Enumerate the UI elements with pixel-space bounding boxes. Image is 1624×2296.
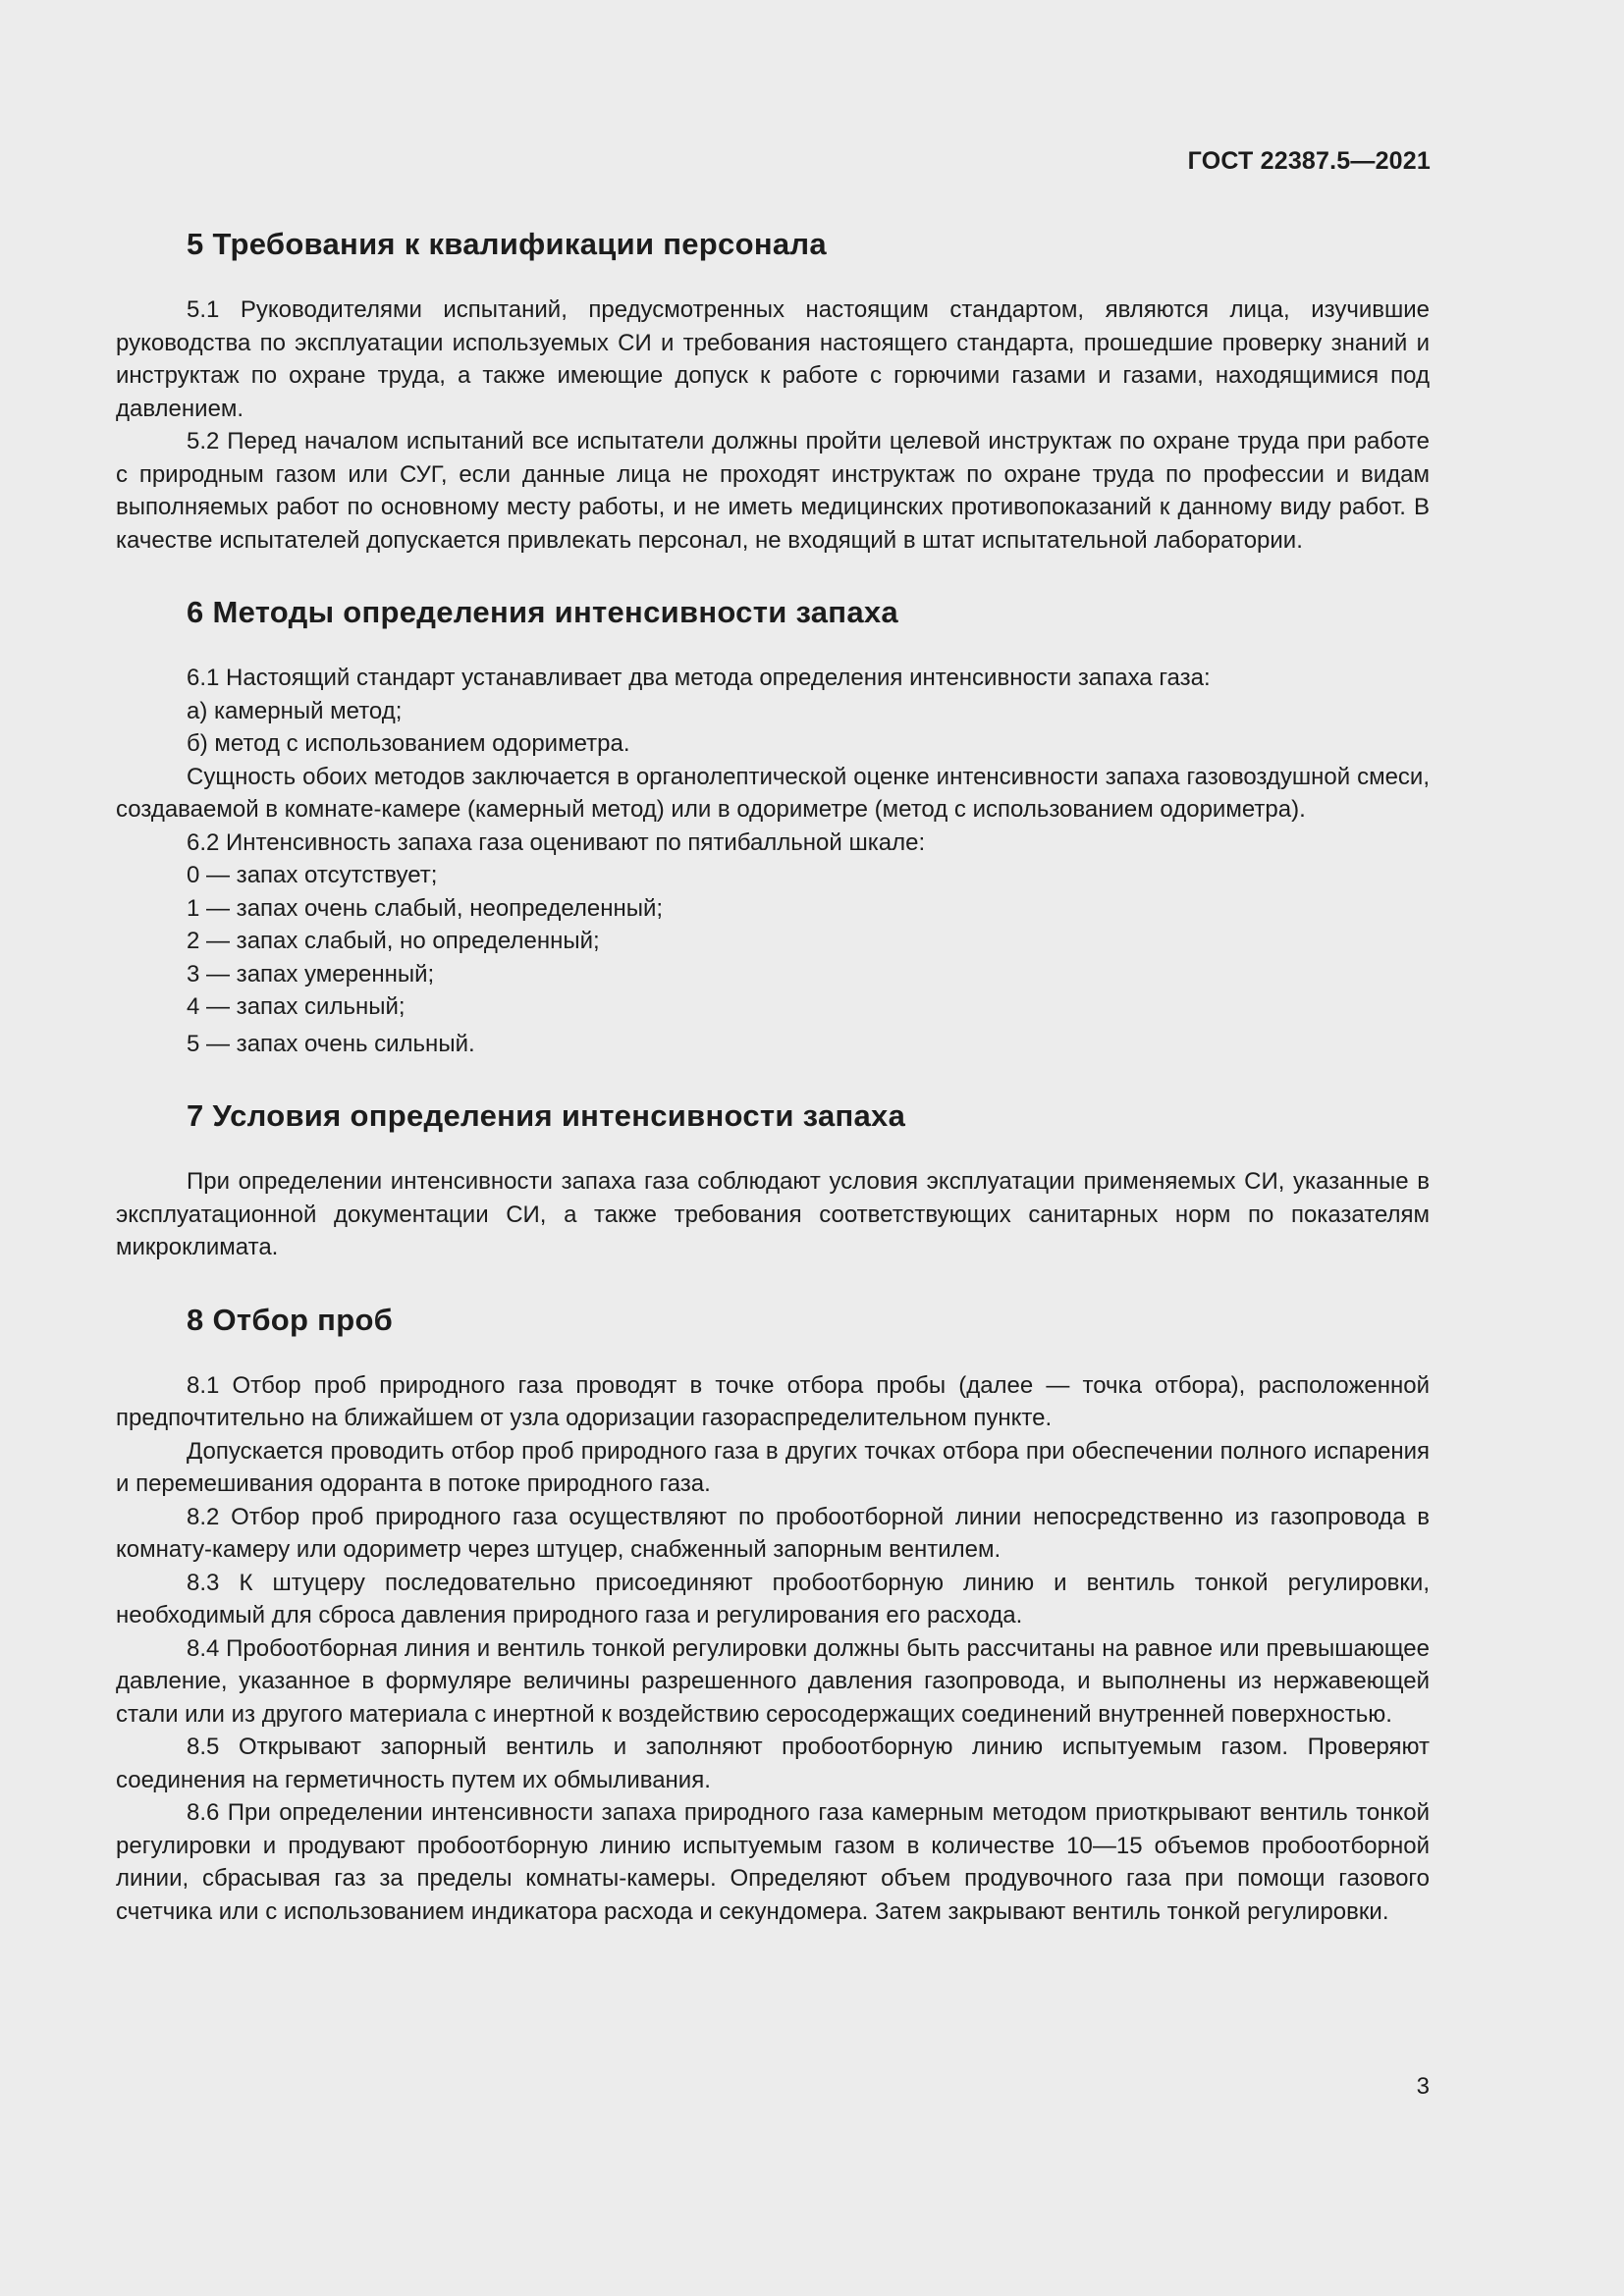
- document-id-header: ГОСТ 22387.5—2021: [1187, 147, 1431, 175]
- scale-item-4: 4 — запах сильный;: [187, 993, 406, 1020]
- scale-item-3: 3 — запах умеренный;: [187, 960, 435, 988]
- paragraph-8-1: 8.1 Отбор проб природного газа проводят в точке отбора пробы (далее — точка отбора), расположенной предпочтительно на ближайшем от узла одоризации газораспределительном пункте.: [116, 1371, 1430, 1431]
- paragraph-7: При определении интенсивности запаха газа соблюдают условия эксплуатации применяемых СИ, указанные в эксплуатационной документации СИ, а также требования соответствующих санитарных норм по показателям микроклимата.: [116, 1168, 1430, 1260]
- scale-item-5: 5 — запах очень сильный.: [187, 1030, 475, 1057]
- list-item-a: а) камерный метод;: [187, 697, 403, 724]
- section-7: [116, 1093, 1430, 1264]
- paragraph-6-1: 6.1 Настоящий стандарт устанавливает два метода определения интенсивности запаха газа:: [187, 665, 1211, 691]
- section-7-title: 7 Условия определения интенсивности запаха: [187, 1098, 906, 1133]
- paragraph-6-2: 6.2 Интенсивность запаха газа оценивают по пятибалльной шкале:: [187, 828, 926, 856]
- paragraph-8-6: 8.6 При определении интенсивности запаха природного газа камерным методом приоткрывают вентиль тонкой регулировки и продувают пробоотборную линию испытуемым газом в количестве 10—15 объемов пробоотборной линии, сбрасывая газ за пределы комнаты-камеры. Определяют объем продувочного газа при помощи газового счетчика или с использованием индикатора расхода и секундомера. Затем закрывают вентиль тонкой регулировки.: [116, 1799, 1430, 1925]
- paragraph-8-5: 8.5 Открывают запорный вентиль и заполняют пробоотборную линию испытуемым газом. Проверяют соединения на герметичность путем их обмыливания.: [116, 1734, 1430, 1793]
- scale-item-2: 2 — запах слабый, но определенный;: [187, 928, 600, 954]
- section-6-title: 6 Методы определения интенсивности запаха: [187, 595, 898, 629]
- list-item-b: б) метод с использованием одориметра.: [187, 730, 630, 757]
- scale-item-0: 0 — запах отсутствует;: [187, 862, 438, 888]
- page-number: 3: [1416, 2073, 1430, 2100]
- section-8: [116, 1297, 1430, 1929]
- paragraph-5-1: 5.1 Руководителями испытаний, предусмотренных настоящим стандартом, являются лица, изучившие руководства по эксплуатации используемых СИ и требования настоящего стандарта, прошедшие проверку знаний и инструктаж по охране труда, а также имеющие допуск к работе с горючими газами и газами, находящимися под давлением.: [116, 296, 1430, 422]
- paragraph-5-2: 5.2 Перед началом испытаний все испытатели должны пройти целевой инструктаж по охране труда при работе с природным газом или СУГ, если данные лица не проходят инструктаж по охране труда по профессии и видам выполняемых работ по основному месту работы, и не иметь медицинских противопоказаний к данному виду работ. В качестве испытателей допускается привлекать персонал, не входящий в штат испытательной лаборатории.: [116, 428, 1430, 554]
- paragraph-8-2: 8.2 Отбор проб природного газа осуществляют по пробоотборной линии непосредственно из газопровода в комнату-камеру или одориметр через штуцер, снабженный запорным вентилем.: [116, 1503, 1430, 1563]
- section-8-title: 8 Отбор проб: [187, 1302, 394, 1337]
- paragraph-8-4: 8.4 Пробоотборная линия и вентиль тонкой регулировки должны быть рассчитаны на равное или превышающее давление, указанное в формуляре величины разрешенного давления газопровода, и выполнены из нержавеющей стали или из другого материала с инертной к воздействию серосодержащих соединений внутренней поверхностью.: [116, 1634, 1430, 1728]
- paragraph-8-1-addendum: Допускается проводить отбор проб природного газа в других точках отбора при обеспечении полного испарения и перемешивания одоранта в потоке природного газа.: [116, 1437, 1430, 1497]
- section-5-title: 5 Требования к квалификации персонала: [187, 227, 827, 261]
- paragraph-8-3: 8.3 К штуцеру последовательно присоединяют пробоотборную линию и вентиль тонкой регулировки, необходимый для сброса давления природного газа и регулирования его расхода.: [116, 1569, 1430, 1629]
- section-5: [116, 221, 1430, 557]
- section-6: [116, 589, 1430, 1060]
- paragraph-6-essence: Сущность обоих методов заключается в органолептической оценке интенсивности запаха газовоздушной смеси, создаваемой в комнате-камере (камерный метод) или в одориметре (метод с использованием одориметра).: [116, 763, 1430, 823]
- document-body: [116, 221, 1430, 1960]
- scale-item-1: 1 — запах очень слабый, неопределенный;: [187, 894, 664, 922]
